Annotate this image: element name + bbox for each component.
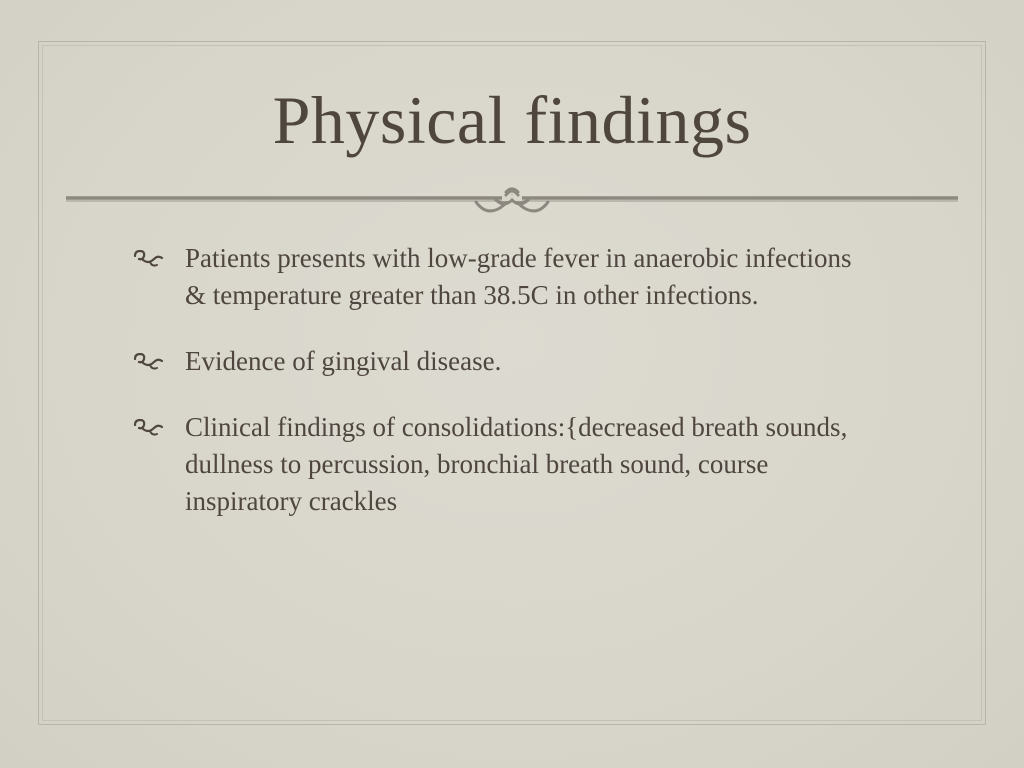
ornamental-divider [66,186,958,226]
bullet-item [132,240,852,314]
bullet-text: Clinical findings of consolidations:{decreased breath sounds, dullness to percussion, bronchial breath sound, course inspiratory crackles [185,412,848,516]
fleuron-icon [132,353,164,371]
fleuron-icon [132,250,164,268]
fleuron-icon [132,419,164,437]
bullet-list [132,240,852,549]
bullet-item [132,409,852,520]
slide-title: Physical findings [272,82,752,158]
bullet-item [132,343,852,380]
bullet-text: Patients presents with low-grade fever in anaerobic infections & temperature greater than 38.5C in other infections. [185,243,852,310]
bullet-text: Evidence of gingival disease. [185,346,502,376]
